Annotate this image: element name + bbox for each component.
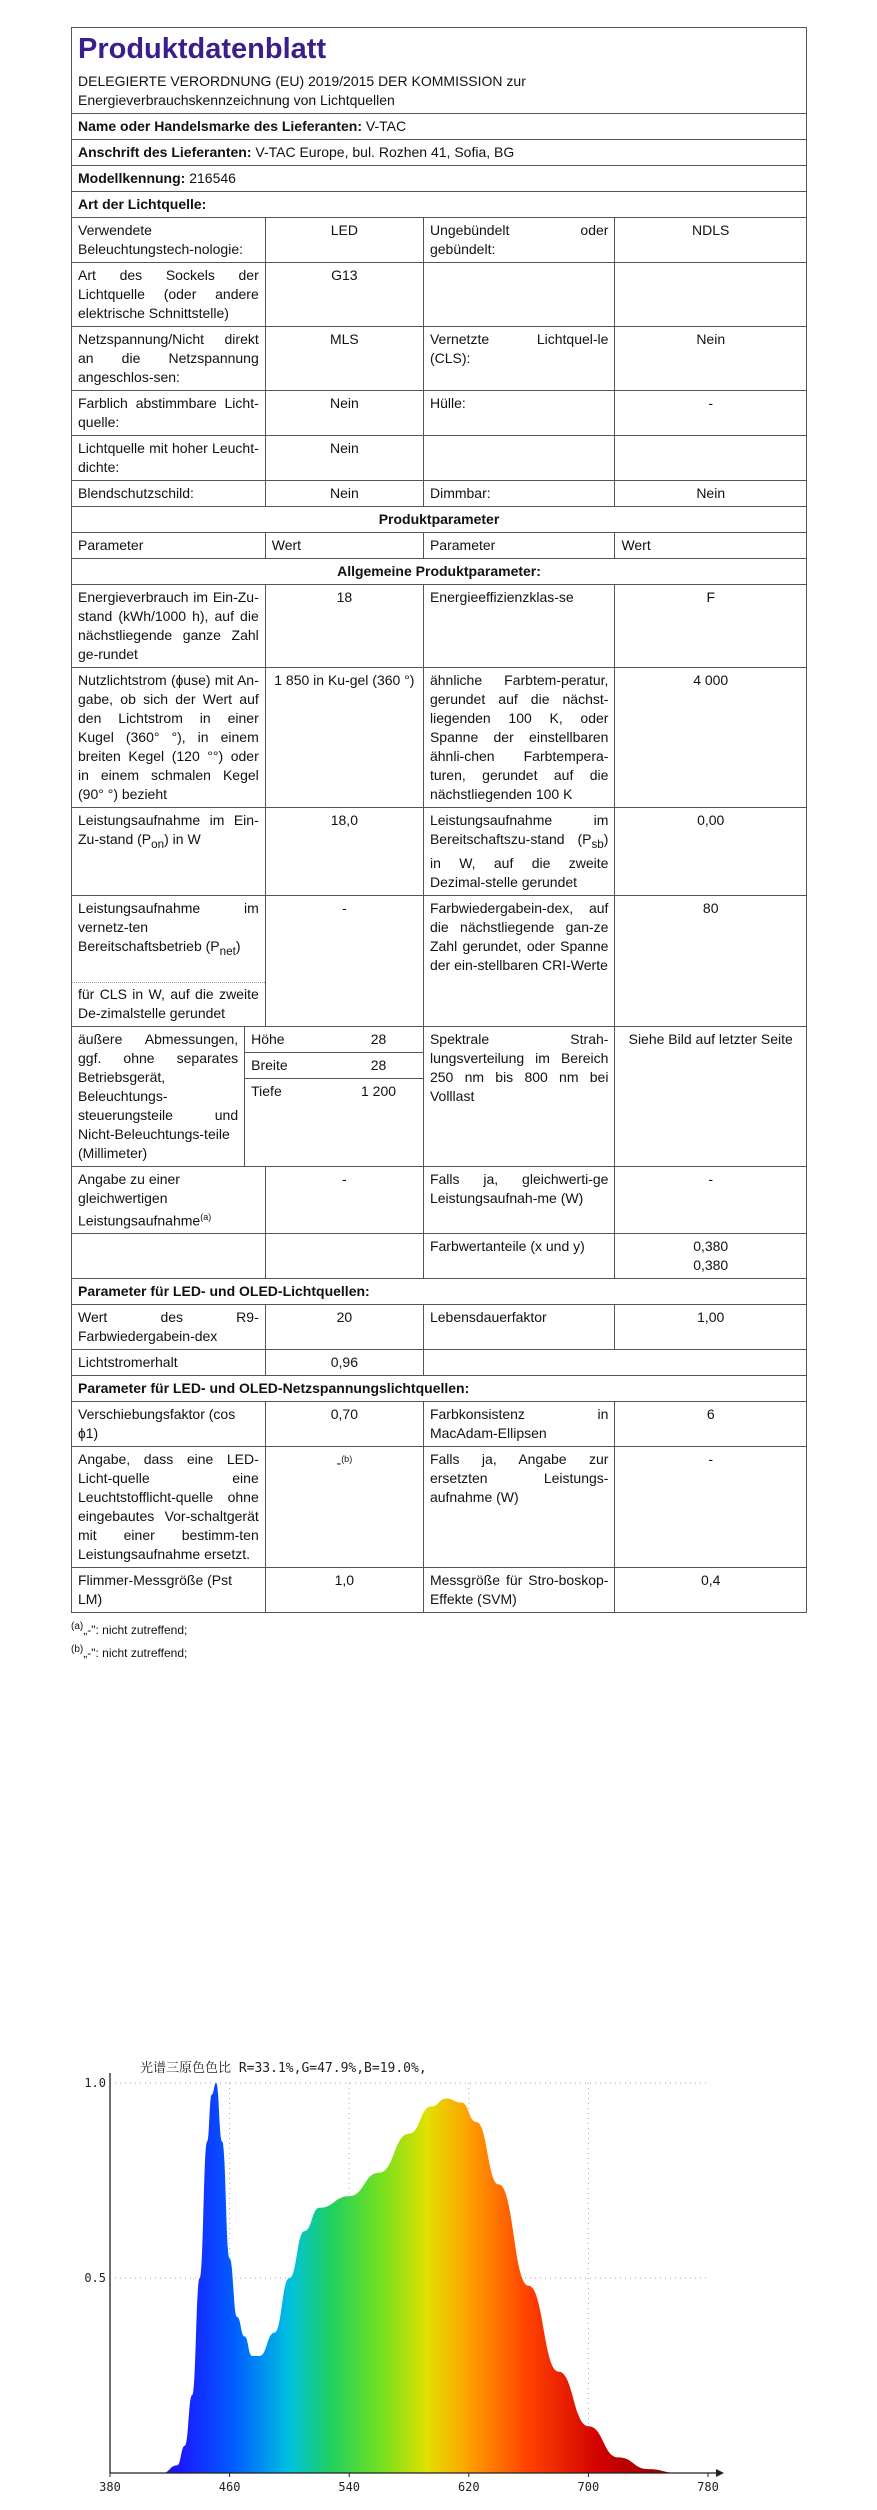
- y-tick-label: 0.5: [84, 2271, 106, 2285]
- anti-glare-value: Nein: [265, 481, 423, 507]
- x-tick-label: 460: [218, 2480, 241, 2494]
- cls-value: Nein: [615, 327, 807, 391]
- y-tick-label: 1.0: [84, 2076, 106, 2090]
- column-header-value-2: Wert: [615, 533, 807, 559]
- spectral-distribution-label: Spektrale Strah-lungsverteilung im Bereich 250 nm bis 800 nm bei Volllast: [423, 1026, 614, 1166]
- x-tick-label: 380: [99, 2480, 121, 2494]
- lumen-maintenance-value: 0,96: [265, 1350, 423, 1376]
- depth-value: 1 200: [360, 1082, 397, 1099]
- regulation-text: DELEGIERTE VERORDNUNG (EU) 2019/2015 DER KOMMISSION zur Energieverbrauchskennzeichnung von Lichtquellen: [72, 69, 807, 114]
- color-temperature-value: 4 000: [615, 668, 807, 808]
- technology-value: LED: [265, 218, 423, 263]
- x-axis-arrow: [716, 2469, 724, 2477]
- color-temperature-label: ähnliche Farbtem-peratur, gerundet auf die nächst-liegenden 100 K, oder Spanne der einstellbaren ähnli-chen Farbtempera-turen, gerundet auf die nächstliegenden 100 K: [423, 668, 614, 808]
- x-tick-label: 620: [457, 2480, 480, 2494]
- supplier-name-value: V-TAC: [365, 118, 407, 134]
- tunable-label: Farblich abstimmbare Licht-quelle:: [72, 391, 266, 436]
- product-datasheet: [71, 27, 807, 1663]
- stroboscopic-label: Messgröße für Stro-boskop-Effekte (SVM): [423, 1568, 614, 1613]
- equivalent-power-label: Angabe zu einer gleichwertigen Leistungsaufnahme$^{(a)}$: [72, 1166, 266, 1234]
- supplier-address-label: Anschrift des Lieferanten:: [78, 144, 252, 160]
- equivalent-power-yes-label: Falls ja, gleichwerti-ge Leistungsaufnah-me (W): [423, 1166, 614, 1234]
- datasheet-table: [71, 27, 807, 1613]
- stroboscopic-value: 0,4: [615, 1568, 807, 1613]
- high-luminance-label: Lichtquelle mit hoher Leucht-dichte:: [72, 436, 266, 481]
- lumen-maintenance-label: Lichtstromerhalt: [72, 1350, 266, 1376]
- height-value: 28: [334, 1027, 423, 1053]
- replacement-label: Angabe, dass eine LED-Licht-quelle eine Leuchtstofflicht-quelle ohne eingebautes Vor-schaltgerät mit einer bestimm-ten Leistungsaufnahme ersetzt.: [72, 1447, 266, 1568]
- dimmable-label: Dimmbar:: [423, 481, 614, 507]
- supplier-address-value: V-TAC Europe, bul. Rozhen 41, Sofia, BG: [255, 144, 515, 160]
- spectrum-chart: [80, 2055, 800, 2500]
- replacement-power-value: -: [615, 1447, 807, 1568]
- chart-title: 光谱三原色色比 R=33.1%,G=47.9%,B=19.0%,: [140, 2061, 427, 2076]
- page-title: Produktdatenblatt: [72, 28, 807, 70]
- survival-factor-value: 1,00: [615, 1305, 807, 1350]
- mls-parameters-header: Parameter für LED- und OLED-Netzspannungslichtquellen:: [72, 1376, 807, 1402]
- displacement-factor-label: Verschiebungsfaktor (cos ɸ1): [72, 1402, 266, 1447]
- equivalent-power-yes-value: -: [615, 1166, 807, 1234]
- cap-type-label: Art des Sockels der Lichtquelle (oder andere elektrische Schnittstelle): [72, 263, 266, 327]
- chromaticity-values: 0,380 0,380: [615, 1234, 807, 1279]
- high-luminance-value: Nein: [265, 436, 423, 481]
- energy-consumption-value: 18: [265, 585, 423, 668]
- x-tick-label: 540: [338, 2480, 361, 2494]
- dimensions-values: [245, 1026, 424, 1166]
- cls-label: Vernetzte Lichtquel-le (CLS):: [423, 327, 614, 391]
- supplier-name-label: Name oder Handelsmarke des Lieferanten:: [78, 118, 362, 134]
- source-type-header: Art der Lichtquelle:: [72, 192, 807, 218]
- equivalent-power-value: -: [265, 1166, 423, 1234]
- on-mode-power-value: 18,0: [265, 808, 423, 896]
- on-mode-power-label: Leistungsaufnahme im Ein-Zu-stand $(P_{on})$ in W: [72, 808, 266, 896]
- directional-value: NDLS: [615, 218, 807, 263]
- tunable-value: Nein: [265, 391, 423, 436]
- width-label: Breite: [245, 1052, 334, 1078]
- supplier-address-row: [72, 140, 807, 166]
- energy-consumption-label: Energieverbrauch im Ein-Zu-stand (kWh/1000 h), auf die nächstliegende ganze Zahl ge-rundet: [72, 585, 266, 668]
- envelope-label: Hülle:: [423, 391, 614, 436]
- depth-label: Tiefe: [251, 1082, 282, 1099]
- luminous-flux-value: 1 850 in Ku-gel (360 °): [265, 668, 423, 808]
- mains-label: Netzspannung/Nicht direkt an die Netzspannung angeschlos-sen:: [72, 327, 266, 391]
- column-header-value: Wert: [265, 533, 423, 559]
- technology-label: Verwendete Beleuchtungstech-nologie:: [72, 218, 266, 263]
- anti-glare-label: Blendschutzschild:: [72, 481, 266, 507]
- footnotes: [71, 1617, 807, 1663]
- chromaticity-label: Farbwertanteile (x und y): [423, 1234, 614, 1279]
- mains-value: MLS: [265, 327, 423, 391]
- model-value: 216546: [189, 170, 236, 186]
- height-label: Höhe: [245, 1027, 334, 1053]
- flicker-value: 1,0: [265, 1568, 423, 1613]
- replacement-power-label: Falls ja, Angabe zur ersetzten Leistungs-aufnahme (W): [423, 1447, 614, 1568]
- color-consistency-value: 6: [615, 1402, 807, 1447]
- survival-factor-label: Lebensdauerfaktor: [423, 1305, 614, 1350]
- spectrum-area: [110, 2083, 708, 2473]
- x-tick-label: 780: [697, 2480, 719, 2494]
- supplier-name-row: [72, 114, 807, 140]
- flicker-label: Flimmer-Messgröße (Pst LM): [72, 1568, 266, 1613]
- replacement-value: -$^{(b)}$: [265, 1447, 423, 1568]
- displacement-factor-value: 0,70: [265, 1402, 423, 1447]
- networked-standby-value: -: [265, 895, 423, 1026]
- r9-label: Wert des R9-Farbwiedergabein-dex: [72, 1305, 266, 1350]
- footnote-b: $^{(b)}$„-": nicht zutreffend;: [71, 1644, 188, 1661]
- standby-power-label: Leistungsaufnahme im Bereitschaftszu-stand $(P_{sb})$ in W, auf die zweite Dezimal-stelle gerundet: [423, 808, 614, 896]
- luminous-flux-label: Nutzlichtstrom (ɸuse) mit An-gabe, ob sich der Wert auf den Lichtstrom in einer Kugel (360° °), in einem breiten Kegel (120 °°) oder in einem schmalen Kegel (90° °) bezieht: [72, 668, 266, 808]
- spectral-distribution-value: Siehe Bild auf letzter Seite: [615, 1026, 807, 1166]
- column-header-parameter-2: Parameter: [423, 533, 614, 559]
- model-label: Modellkennung:: [78, 170, 186, 186]
- cri-value: 80: [615, 895, 807, 1026]
- energy-class-value: F: [615, 585, 807, 668]
- envelope-value: -: [615, 391, 807, 436]
- energy-class-label: Energieeffizienzklas-se: [423, 585, 614, 668]
- dimmable-value: Nein: [615, 481, 807, 507]
- model-row: [72, 166, 807, 192]
- networked-standby-label: Leistungsaufnahme im vernetz-ten Bereitschaftsbetrieb $(P_{net})$ für CLS in W, auf die zweite De-zimalstelle gerundet: [72, 895, 266, 1026]
- directional-label: Ungebündelt oder gebündelt:: [423, 218, 614, 263]
- dimensions-label: äußere Abmessungen, ggf. ohne separates Betriebsgerät, Beleuchtungs-steuerungsteile und Nicht-Beleuchtungs-teile (Millimeter): [72, 1026, 245, 1166]
- cap-type-value: G13: [265, 263, 423, 327]
- product-parameters-header: Produktparameter: [72, 507, 807, 533]
- color-consistency-label: Farbkonsistenz in MacAdam-Ellipsen: [423, 1402, 614, 1447]
- cri-label: Farbwiedergabein-dex, auf die nächstliegende gan-ze Zahl gerundet, oder Spanne der ein-stellbaren CRI-Werte: [423, 895, 614, 1026]
- footnote-a: $^{(a)}$„-": nicht zutreffend;: [71, 1621, 188, 1638]
- general-parameters-header: Allgemeine Produktparameter:: [72, 559, 807, 585]
- width-value: 28: [334, 1052, 423, 1078]
- column-header-parameter: Parameter: [72, 533, 266, 559]
- standby-power-value: 0,00: [615, 808, 807, 896]
- x-tick-label: 700: [577, 2480, 600, 2494]
- led-parameters-header: Parameter für LED- und OLED-Lichtquellen:: [72, 1279, 807, 1305]
- r9-value: 20: [265, 1305, 423, 1350]
